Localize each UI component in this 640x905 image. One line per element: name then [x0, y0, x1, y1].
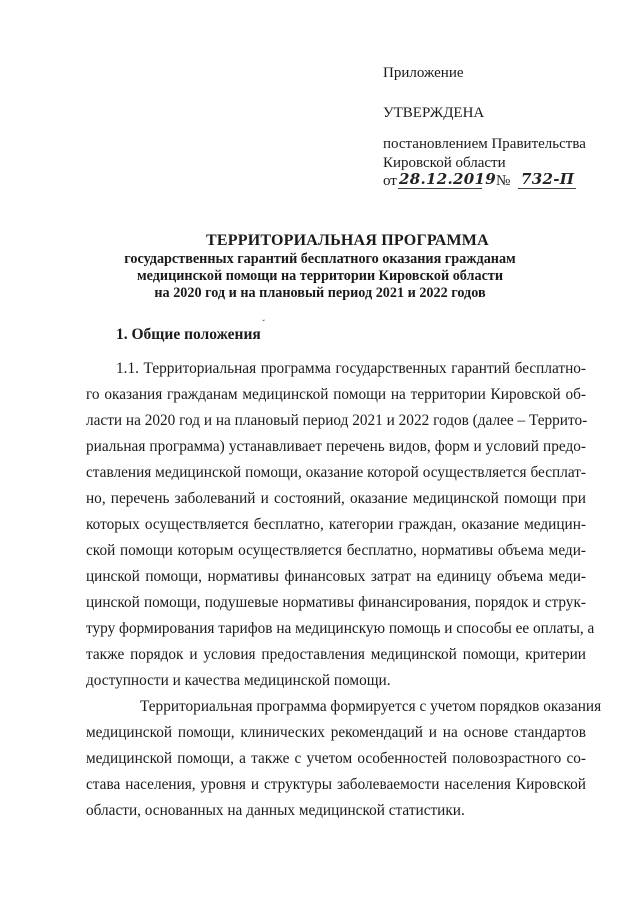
- paragraph-1-line: 1.1. Территориальная программа государственных гарантий бесплатно-: [116, 360, 586, 377]
- paragraph-1-line: которых осуществляется бесплатно, категории граждан, оказание медицин-: [86, 516, 586, 533]
- paragraph-1-line: го оказания гражданам медицинской помощи на территории Кировской об-: [86, 386, 586, 403]
- handwritten-number: 732-П: [521, 170, 575, 188]
- paragraph-2-line: медицинской помощи, а также с учетом особенностей половозрастного со-: [86, 750, 586, 767]
- document-subtitle-line-1: государственных гарантий бесплатного оказания гражданам: [124, 251, 516, 267]
- paragraph-1-line: риальная программа) устанавливает перечень видов, форм и условий предо-: [86, 438, 586, 455]
- document-title: ТЕРРИТОРИАЛЬНАЯ ПРОГРАММА: [206, 232, 489, 249]
- paragraph-1-line: но, перечень заболеваний и состояний, оказание медицинской помощи при: [86, 490, 586, 507]
- section-heading: 1. Общие положения: [116, 326, 261, 343]
- date-underline: [398, 188, 482, 189]
- date-prefix: от: [383, 173, 397, 189]
- pen-tick-mark: ˇ: [262, 318, 265, 328]
- paragraph-1-line: ставления медицинской помощи, оказание которой осуществляется бесплат-: [86, 464, 586, 481]
- paragraph-1-line: ласти на 2020 год и на плановый период 2021 и 2022 годов (далее – Террито-: [86, 412, 588, 429]
- paragraph-2-line: медицинской помощи, клинических рекомендаций и на основе стандартов: [86, 724, 586, 741]
- region-label: Кировской области: [383, 155, 506, 171]
- appendix-label: Приложение: [383, 65, 464, 81]
- paragraph-1-line: туру формирования тарифов на медицинскую помощь и способы ее оплаты, а: [86, 620, 595, 637]
- paragraph-1-line: доступности и качества медицинской помощи.: [86, 672, 391, 689]
- paragraph-2-line: области, основанных на данных медицинской статистики.: [86, 802, 465, 819]
- document-subtitle-line-2: медицинской помощи на территории Кировской области: [136, 268, 504, 284]
- number-prefix: №: [496, 173, 511, 189]
- approved-label: УТВЕРЖДЕНА: [383, 105, 485, 121]
- paragraph-1-line: цинской помощи, подушевые нормативы финансирования, порядок и струк-: [86, 594, 586, 611]
- paragraph-1-line: цинской помощи, нормативы финансовых затрат на единицу объема меди-: [86, 568, 586, 585]
- document-subtitle-line-3: на 2020 год и на плановый период 2021 и 2022 годов: [154, 285, 486, 301]
- number-underline: [518, 188, 576, 189]
- paragraph-2-line: става населения, уровня и структуры заболеваемости населения Кировской: [86, 776, 586, 793]
- paragraph-1-line: также порядок и условия предоставления медицинской помощи, критерии: [86, 646, 586, 663]
- resolution-label: постановлением Правительства: [383, 136, 586, 152]
- paragraph-2-line: Территориальная программа формируется с учетом порядков оказания: [140, 698, 602, 715]
- handwritten-date: 28.12.2019: [399, 170, 496, 188]
- paragraph-1-line: ской помощи которым осуществляется бесплатно, нормативы объема меди-: [86, 542, 586, 559]
